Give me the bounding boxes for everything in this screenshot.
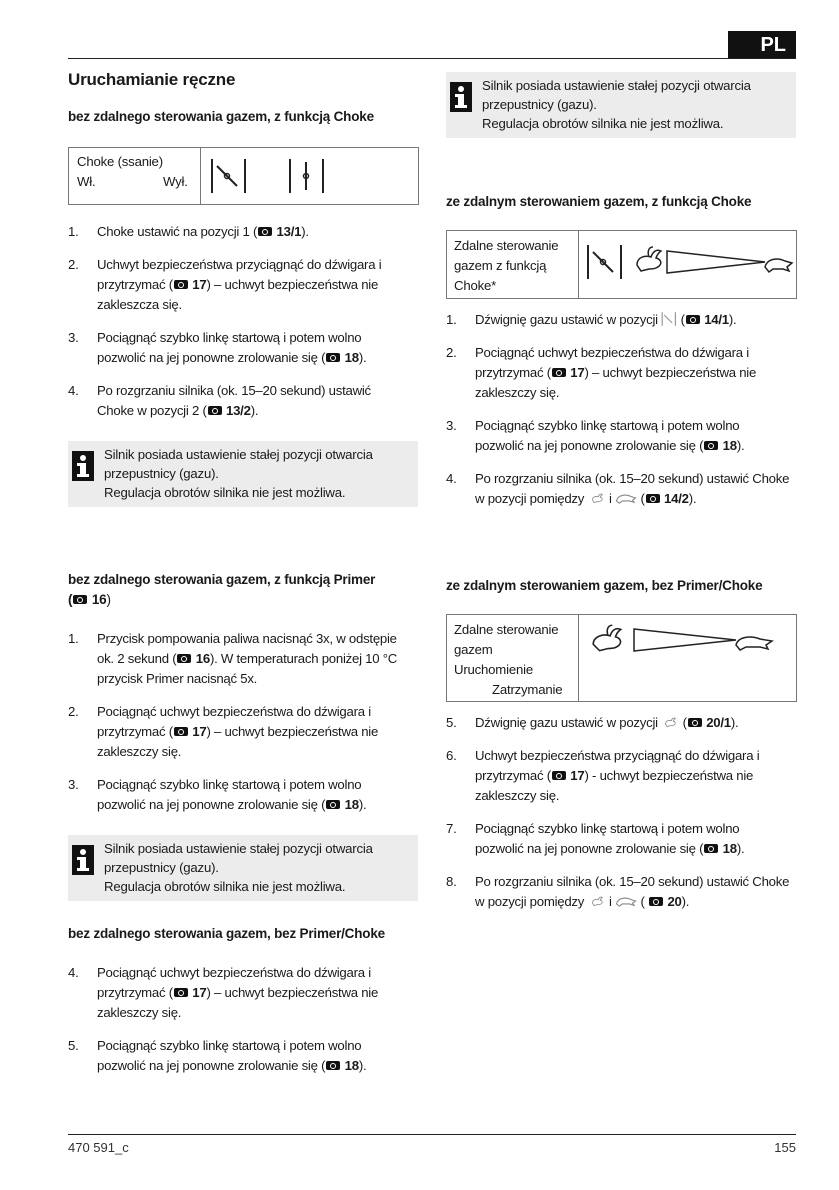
section-heading: bez zdalnego sterowania gazem, z funkcją Primer ( 16) [68, 572, 376, 607]
left-column [68, 70, 418, 90]
step-item: 4. Po rozgrzaniu silnika (ok. 15–20 sekund) ustawić Choke w pozycji 2 ( 13/2). [68, 383, 371, 418]
step-item: 4. Po rozgrzaniu silnika (ok. 15–20 sekund) ustawić Choke w pozycji pomiędzy i ( 14/2). [446, 471, 790, 506]
step-item: 1. Choke ustawić na pozycji 1 ( 13/1). [68, 224, 309, 239]
step-item: 5. Dźwignię gazu ustawić w pozycji ( 20/1). [446, 715, 739, 730]
table-text: gazem z funkcją [454, 258, 547, 273]
info-icon [72, 845, 94, 875]
choke-on-label: Wł. [77, 174, 96, 189]
camera-icon [208, 406, 222, 415]
steps-list-remote-no-choke [446, 713, 791, 925]
camera-icon [177, 654, 191, 663]
turtle-icon [615, 895, 637, 907]
camera-icon [552, 771, 566, 780]
language-tab: PL [728, 31, 796, 59]
camera-icon [326, 1061, 340, 1070]
info-icon [450, 82, 472, 112]
step-item: 1. Przycisk pompowania paliwa nacisnąć 3x, w odstępie ok. 2 sekund ( 16). W temperaturach poniżej 10 °C przycisk Primer nacisnąć 5x. [68, 631, 398, 686]
choke-label: Choke (ssanie) [77, 154, 163, 169]
page-number: 155 [774, 1140, 796, 1155]
step-item: 1. Dźwignię gazu ustawić w pozycji ( 14/1). [446, 312, 737, 327]
header-rule [68, 58, 796, 59]
section-heading: bez zdalnego sterowania gazem, bez Primer/Choke [68, 926, 385, 941]
rabbit-icon [661, 715, 679, 729]
turtle-icon [615, 492, 637, 504]
info-note: Silnik posiada ustawienie stałej pozycji otwarcia przepustnicy (gazu). Regulacja obrotów silnika nie jest możliwa. [68, 835, 418, 901]
table-text: Zdalne sterowanie [454, 622, 559, 637]
choke-closed-icon [661, 311, 677, 327]
camera-icon [688, 718, 702, 727]
steps-list-choke [68, 222, 408, 434]
table-text: Choke* [454, 278, 497, 293]
camera-icon [174, 988, 188, 997]
steps-list-no-choke [68, 963, 408, 1089]
choke-open-icon [287, 156, 327, 196]
step-item: 7. Pociągnąć szybko linkę startową i potem wolno pozwolić na jej ponowne zrolowanie się ( 18). [446, 821, 745, 856]
table-text: Uruchomienie [454, 662, 533, 677]
info-icon [72, 451, 94, 481]
rabbit-icon [587, 621, 627, 657]
camera-icon [326, 800, 340, 809]
table-text: Zatrzymanie [492, 682, 563, 697]
rabbit-icon [588, 491, 606, 505]
table-text: Zdalne sterowanie [454, 238, 559, 253]
page-title: Uruchamianie ręczne [68, 70, 236, 89]
step-item: 2. Pociągnąć uchwyt bezpieczeństwa do dźwigara i przytrzymać ( 17) – uchwyt bezpieczeństwa nie zakleszczy się. [68, 704, 379, 759]
camera-icon [552, 368, 566, 377]
steps-list-primer [68, 629, 408, 828]
throttle-wedge-icon [632, 623, 782, 657]
step-item: 4. Pociągnąć uchwyt bezpieczeństwa do dźwigara i przytrzymać ( 17) – uchwyt bezpieczeństwa nie zakleszczy się. [68, 965, 379, 1020]
footer-rule [68, 1134, 796, 1135]
camera-icon [73, 595, 87, 604]
info-note: Silnik posiada ustawienie stałej pozycji otwarcia przepustnicy (gazu). Regulacja obrotów silnika nie jest możliwa. [446, 72, 796, 138]
step-item: 3. Pociągnąć szybko linkę startową i potem wolno pozwolić na jej ponowne zrolowanie się ( 18). [68, 330, 367, 365]
step-item: 2. Pociągnąć uchwyt bezpieczeństwa do dźwigara i przytrzymać ( 17) – uchwyt bezpieczeństwa nie zakleszczy się. [446, 345, 757, 400]
step-item: 8. Po rozgrzaniu silnika (ok. 15–20 sekund) ustawić Choke w pozycji pomiędzy i ( 20). [446, 874, 790, 909]
rabbit-icon [588, 894, 606, 908]
throttle-wedge-icon [665, 245, 795, 279]
camera-icon [174, 280, 188, 289]
steps-list-remote-choke [446, 310, 791, 522]
rabbit-icon [631, 243, 665, 277]
choke-table [68, 147, 419, 205]
choke-closed-icon [209, 156, 249, 196]
choke-off-label: Wył. [163, 174, 188, 189]
step-item: 3. Pociągnąć szybko linkę startową i potem wolno pozwolić na jej ponowne zrolowanie się ( 18). [68, 777, 367, 812]
table-text: gazem [454, 642, 493, 657]
camera-icon [174, 727, 188, 736]
info-note: Silnik posiada ustawienie stałej pozycji otwarcia przepustnicy (gazu). Regulacja obrotów silnika nie jest możliwa. [68, 441, 418, 507]
section-heading: ze zdalnym sterowaniem gazem, bez Primer/Choke [446, 578, 763, 593]
camera-icon [686, 315, 700, 324]
document-number: 470 591_c [68, 1140, 129, 1155]
camera-icon [646, 494, 660, 503]
camera-icon [326, 353, 340, 362]
camera-icon [704, 441, 718, 450]
step-item: 6. Uchwyt bezpieczeństwa przyciągnąć do dźwigara i przytrzymać ( 17) - uchwyt bezpieczeństwa nie zakleszczy się. [446, 748, 760, 803]
step-item: 3. Pociągnąć szybko linkę startową i potem wolno pozwolić na jej ponowne zrolowanie się ( 18). [446, 418, 745, 453]
choke-closed-icon [585, 242, 625, 282]
section-heading: ze zdalnym sterowaniem gazem, z funkcją Choke [446, 194, 752, 209]
camera-icon [649, 897, 663, 906]
step-item: 5. Pociągnąć szybko linkę startową i potem wolno pozwolić na jej ponowne zrolowanie się ( 18). [68, 1038, 367, 1073]
camera-icon [258, 227, 272, 236]
step-item: 2. Uchwyt bezpieczeństwa przyciągnąć do dźwigara i przytrzymać ( 17) – uchwyt bezpieczeństwa nie zakleszcza się. [68, 257, 382, 312]
remote-no-choke-table [446, 614, 797, 702]
section-heading: bez zdalnego sterowania gazem, z funkcją Choke [68, 109, 374, 124]
camera-icon [704, 844, 718, 853]
remote-choke-table [446, 230, 797, 299]
